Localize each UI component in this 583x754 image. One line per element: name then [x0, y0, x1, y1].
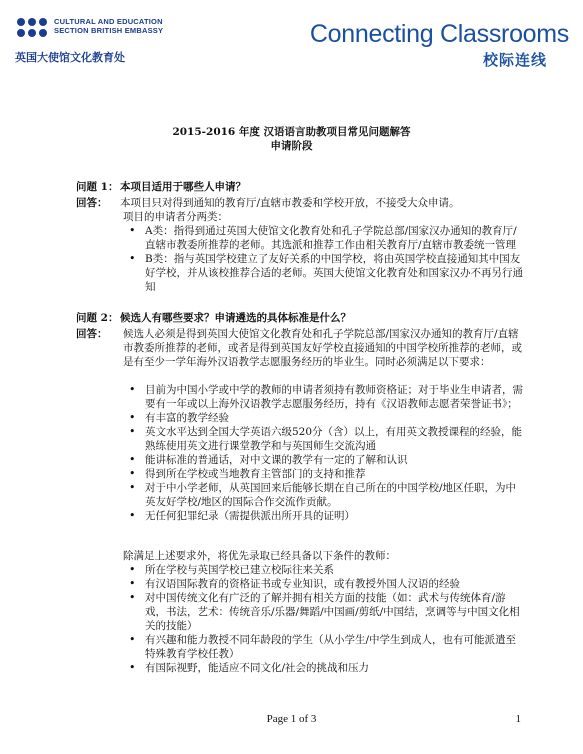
list-item: • 对中国传统文化有广泛的了解并拥有相关方面的技能（如：武术与传统体育/游戏，书法，艺术：传统音乐/乐器/舞蹈/中国画/剪纸/中国结，烹调等与中国文化相关的技能） [123, 591, 525, 633]
list-item: • A类：指得到通过英国大使馆文化教育处和孔子学院总部/国家汉办通知的教育厅/直辖市教委所推荐的老师。其选派和推荐工作由相关教育厅/直辖市教委统一管理 [123, 224, 525, 252]
org-name-cn: 英国大使馆文化教育处 [15, 51, 125, 64]
answer-intro: 本项目只对得到通知的教育厅/直辖市教委和学校开放，不接受大众申请。 [120, 197, 460, 209]
answer-intro: 候选人必须是得到英国大使馆文化教育处和孔子学院总部/国家汉办通知的教育厅/直辖市教委所推荐的老师，或者是得到英国友好学校直接通知的中国学校所推荐的老师，或是有至少一学年海外汉语教学志愿服务经历的毕业生。同时必须满足以下要求： [123, 328, 522, 368]
priority-intro: 除满足上述要求外，将优先录取已经具备以下条件的教师： [123, 550, 396, 562]
list-item: • 有国际视野，能适应不同文化/社会的挑战和压力 [123, 661, 525, 675]
list-item: • 有汉语国际教育的资格证书或专业知识，或有教授外国人汉语的经验 [123, 577, 525, 591]
document-subtitle: 申请阶段 [270, 140, 313, 152]
list-item: • 无任何犯罪纪录（需提供派出所开具的证明） [123, 509, 525, 523]
list-item: • 有丰富的教学经验 [123, 411, 525, 425]
answer-label: 回答： [76, 197, 108, 209]
priority-list [123, 563, 525, 675]
page-number: 1 [515, 713, 521, 725]
program-name-en: Connecting Classrooms [309, 20, 569, 48]
list-item: • 对于中小学老师，从英国回来后能够长期在自己所在的中国学校/地区任职，为中英友好学校/地区的国际合作交流作贡献。 [123, 481, 525, 509]
question-text: 本项目适用于哪些人申请？ [120, 181, 246, 193]
org-name-en: CULTURAL AND EDUCATION SECTION BRITISH EMBASSY [54, 17, 164, 35]
question-text: 候选人有哪些要求？申请遴选的具体标准是什么？ [120, 312, 351, 324]
list-item: • 英文水平达到全国大学英语六级520分（含）以上，有用英文教授课程的经验，能熟练使用英文进行课堂教学和与英国师生交流沟通 [123, 425, 525, 453]
list-item: • 目前为中国小学或中学的教师的申请者须持有教师资格证；对于毕业生申请者，需要有一年或以上海外汉语教学志愿服务经历，持有《汉语教师志愿者荣誉证书》； [123, 383, 525, 411]
answer-label: 回答： [76, 328, 108, 340]
document-title: 2015-2016 年度 汉语语言助教项目常见问题解答 [172, 126, 411, 138]
list-item: • 有兴趣和能力教授不同年龄段的学生（从小学生/中学生到成人，也有可能派遣至特殊教育学校任教） [123, 633, 525, 661]
page-header [0, 0, 583, 80]
answer-sub: 项目的申请者分两类： [123, 211, 228, 223]
question-label: 问题 2： [76, 312, 119, 324]
question-label: 问题 1： [76, 181, 119, 193]
british-council-dots-icon [14, 16, 54, 44]
list-item: • 所在学校与英国学校已建立校际往来关系 [123, 563, 525, 577]
page-indicator: Page 1 of 3 [266, 713, 317, 725]
program-name-cn: 校际连线 [482, 51, 547, 69]
applicant-types-list [123, 224, 525, 294]
requirements-list [123, 383, 525, 523]
list-item: • 得到所在学校或当地教育主管部门的支持和推荐 [123, 467, 525, 481]
list-item: • B类：指与英国学校建立了友好关系的中国学校，将由英国学校直接通知其中国友好学校，并从该校推荐合适的老师。英国大使馆文化教育处和国家汉办不再另行通知 [123, 252, 525, 294]
list-item: • 能讲标准的普通话，对中文课的教学有一定的了解和认识 [123, 453, 525, 467]
